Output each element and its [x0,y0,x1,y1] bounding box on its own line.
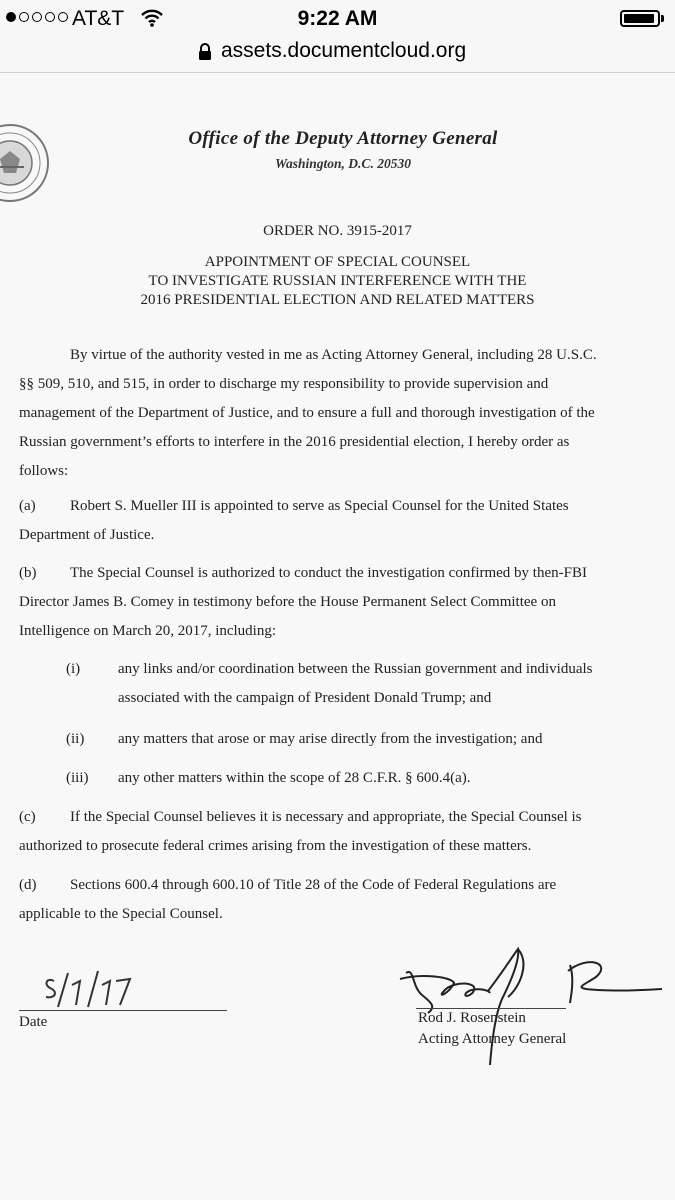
battery-tip [661,15,664,22]
title-line-3: 2016 PRESIDENTIAL ELECTION AND RELATED MATTERS [140,292,535,308]
clock: 9:22 AM [297,7,378,30]
subparagraph-label: (ii) [66,731,85,747]
text-line: any matters that arose or may arise directly from the investigation; and [118,731,543,747]
text-line: If the Special Counsel believes it is necessary and appropriate, the Special Counsel is [70,809,582,825]
text-line: Sections 600.4 through 600.10 of Title 28 of the Code of Federal Regulations are [70,877,557,893]
text-line: management of the Department of Justice, and to ensure a full and thorough investigation of the [19,405,595,421]
text-line: The Special Counsel is authorized to conduct the investigation confirmed by then-FBI [70,565,587,581]
carrier-name: AT&T [72,7,125,30]
text-line: applicable to the Special Counsel. [19,906,223,922]
status-bar [0,0,675,36]
text-line: Department of Justice. [19,527,155,543]
title-line-2: TO INVESTIGATE RUSSIAN INTERFERENCE WITH THE [148,273,527,289]
text-line: Robert S. Mueller III is appointed to serve as Special Counsel for the United States [70,498,569,514]
signer-name: Rod J. Rosenstein [418,1010,526,1026]
lock-icon [198,42,212,67]
document-page [0,73,675,1200]
text-line: By virtue of the authority vested in me as Acting Attorney General, including 28 U.S.C. [70,347,597,363]
subparagraph-label: (iii) [66,770,89,786]
paragraph-label: (b) [19,565,37,581]
paragraph-label: (d) [19,877,37,893]
office-letterhead: Office of the Deputy Attorney General [188,128,498,149]
signature-rule [416,1008,566,1009]
text-line: §§ 509, 510, and 515, in order to discharge my responsibility to provide supervision and [19,376,549,392]
signer-title: Acting Attorney General [418,1031,567,1047]
office-address: Washington, D.C. 20530 [275,156,411,171]
order-number: ORDER NO. 3915-2017 [263,223,412,239]
department-seal-icon [0,123,50,208]
date-rule [19,1010,227,1011]
paragraph-label: (a) [19,498,36,514]
address-bar[interactable] [0,36,675,73]
url-text[interactable]: assets.documentcloud.org [221,39,467,62]
title-line-1: APPOINTMENT OF SPECIAL COUNSEL [204,254,471,270]
text-line: associated with the campaign of President Donald Trump; and [118,690,492,706]
text-line: any links and/or coordination between the Russian government and individuals [118,661,593,677]
text-line: Intelligence on March 20, 2017, including: [19,623,277,639]
text-line: authorized to prosecute federal crimes arising from the investigation of these matters. [19,838,532,854]
text-line: Director James B. Comey in testimony before the House Permanent Select Committee on [19,594,556,610]
date-label: Date [19,1014,48,1030]
text-line: any other matters within the scope of 28 C.F.R. § 600.4(a). [118,770,471,786]
battery-icon [620,10,660,27]
text-line: Russian government’s efforts to interfere in the 2016 presidential election, I hereby order as [19,434,570,450]
subparagraph-label: (i) [66,661,81,677]
text-line: follows: [19,463,69,479]
paragraph-label: (c) [19,809,36,825]
